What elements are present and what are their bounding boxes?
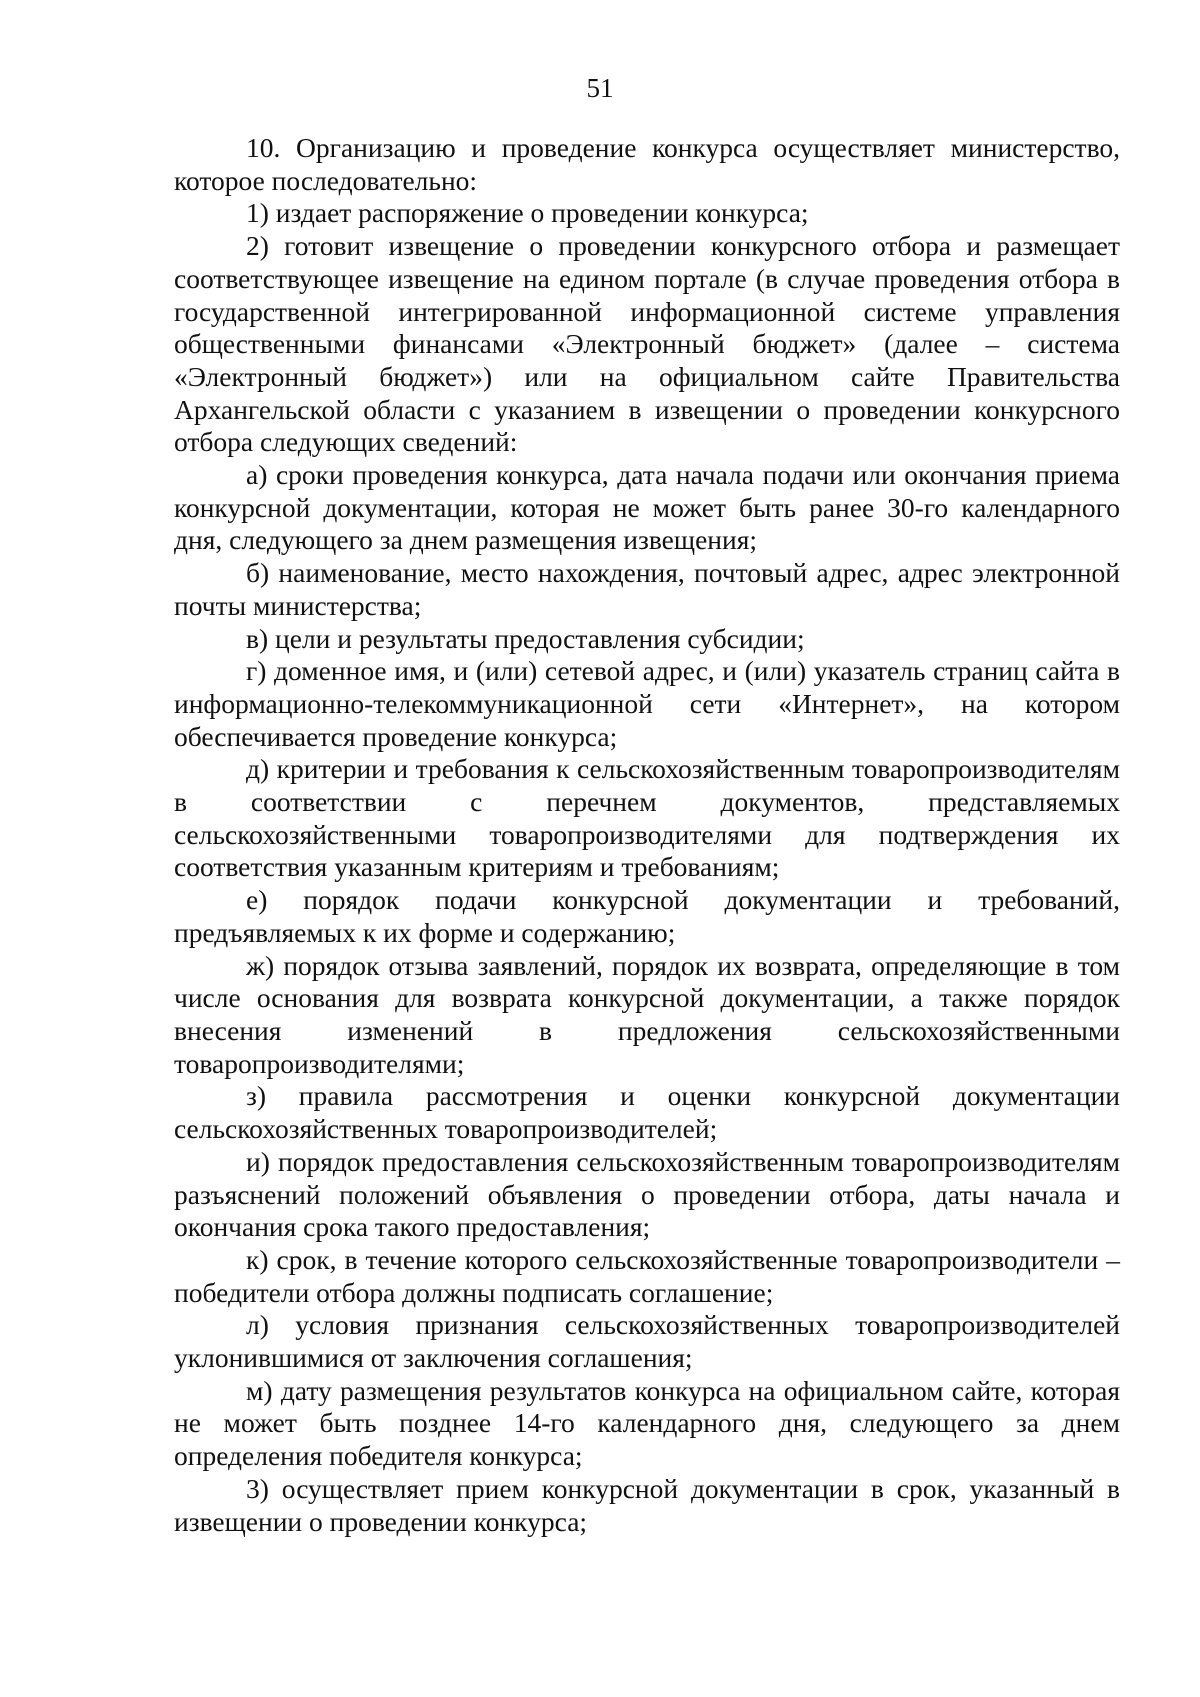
subitem-a: а) сроки проведения конкурса, дата начала подачи или окончания приема конкурсной документации, которая не может быть ранее 30-го календарного дня, следующего за днем размещения извещения; [174, 459, 1120, 556]
subitem-v: в) цели и результаты предоставления субсидии; [246, 622, 805, 654]
page-number: 51 [586, 73, 614, 103]
subitem-d: д) критерии и требования к сельскохозяйственным товаропроизводителям в соответствии с перечнем документов, представляемых сельскохозяйственными товаропроизводителями для подтверждения их соответствия указанным критериям и требованиям; [174, 753, 1120, 883]
subitem-i: и) порядок предоставления сельскохозяйственным товаропроизводителям разъяснений положений объявления о проведении отбора, даты начала и окончания срока такого предоставления; [174, 1145, 1120, 1243]
subitem-e: е) порядок подачи конкурсной документации и требований, предъявляемых к их форме и содержанию; [174, 884, 1120, 948]
item-3: 3) осуществляет прием конкурсной документации в срок, указанный в извещении о проведении конкурса; [174, 1472, 1120, 1537]
subitem-k: к) срок, в течение которого сельскохозяйственные товаропроизводители – победители отбора должны подписать соглашение; [174, 1243, 1120, 1308]
document-body [174, 132, 1120, 1538]
subitem-z: з) правила рассмотрения и оценки конкурсной документации сельскохозяйственных товаропроизводителей; [174, 1080, 1120, 1145]
item-1: 1) издает распоряжение о проведении конкурса; [246, 197, 809, 229]
item-2: 2) готовит извещение о проведении конкурсного отбора и размещает соответствующее извещение на едином портале (в случае проведения отбора в государственной интегрированной информационной системе управления общественными финансами «Электронный бюджет» (далее – система «Электронный бюджет») или на официальном сайте Правительства Архангельской области с указанием в извещении о проведении конкурсного отбора следующих сведений: [174, 230, 1120, 458]
paragraph-10-intro: 10. Организацию и проведение конкурса осуществляет министерство, которое последовательно: [174, 132, 1120, 196]
subitem-g: г) доменное имя, и (или) сетевой адрес, и (или) указатель страниц сайта в информационно-телекоммуникационной сети «Интернет», на котором обеспечивается проведение конкурса; [174, 655, 1120, 752]
subitem-zh: ж) порядок отзыва заявлений, порядок их возврата, определяющие в том числе основания для возврата конкурсной документации, а также порядок внесения изменений в предложения сельскохозяйственными товаропроизводителями; [174, 949, 1120, 1079]
subitem-b: б) наименование, место нахождения, почтовый адрес, адрес электронной почты министерства; [174, 557, 1120, 621]
subitem-m: м) дату размещения результатов конкурса на официальном сайте, которая не может быть позднее 14-го календарного дня, следующего за днем определения победителя конкурса; [174, 1374, 1120, 1472]
subitem-l: л) условия признания сельскохозяйственных товаропроизводителей уклонившимися от заключения соглашения; [174, 1309, 1120, 1374]
